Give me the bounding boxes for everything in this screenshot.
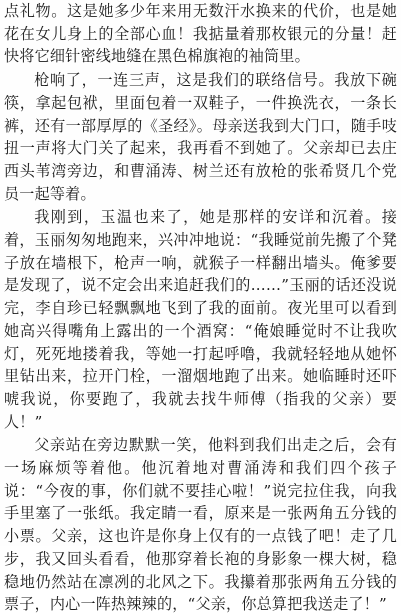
paragraph-4: 父亲站在旁边默默一笑，他料到我们出走之后，会有一场麻烦等着他。他沉着地对曹涌涛和我们四个孩子说：“今夜的事，你们就不要挂心啦！”说完拉住我，向我手里塞了一张纸。我定睛一看，原来是一张两角五分钱的小票。父亲，这也许是你身上仅有的一点钱了吧！走了几步，我又回头看看，他那穿着长袍的身影象一棵大树，稳稳地仍然站在凛冽的北风之下。我攥着那张两角五分钱的票子，内心一阵热辣辣的，“父亲，你总算把我送走了！” — [4, 436, 397, 614]
body-text — [4, 0, 397, 616]
paragraph-1: 点礼物。这是她多少年来用无数汗水换来的代价，也是她花在女儿身上的全部心血！我掂量着那枚银元的分量！赶快将它细针密线地缝在黑色棉旗袍的袖筒里。 — [4, 2, 397, 66]
paragraph-3: 我刚到，玉温也来了，她是那样的安详和沉着。接着，玉丽匆匆地跑来，兴冲冲地说：“我睡觉前先搬了个凳子放在墙根下，枪声一响，就猴子一样翻出墙头。俺爹要是发现了，说不定会出来追赶我们的……”玉丽的话还没说完，李自珍已轻飘飘地飞到了我的面前。夜光里可以看到她高兴得嘴角上露出的一个酒窝：“俺娘睡觉时不让我吹灯，死死地搂着我，等她一打起呼噜，我就轻轻地从她怀里钻出来，拉开门栓，一溜烟地跑了出来。她临睡时还吓唬我说，你要跑了，我就去找牛师傅（指我的父亲）要人！” — [4, 208, 397, 431]
paragraph-2: 枪响了，一连三声，这是我们的联络信号。我放下碗筷，拿起包袱，里面包着一双鞋子，一件换洗衣，一条长裤，还有一部厚厚的《圣经》。母亲送我到大门口，随手吱扭一声将大门关了起来，我再看不到她了。父亲却已去庄西头苇湾旁边，和曹涌涛、树兰还有放枪的张希贤几个党员一起等着。 — [4, 71, 397, 203]
